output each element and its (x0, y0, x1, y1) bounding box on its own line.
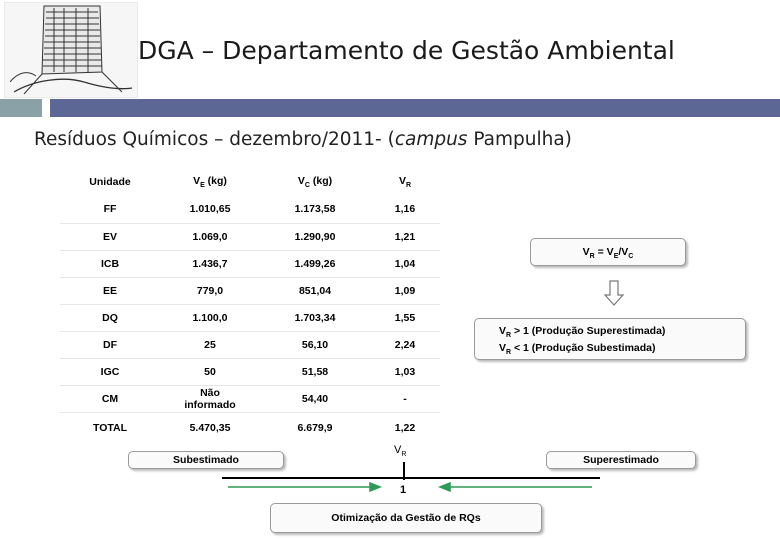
table-cell: 1.100,0 (160, 304, 260, 331)
table-cell: 1,16 (394, 203, 416, 216)
table-row (60, 304, 440, 331)
table-cell: 50 (160, 358, 260, 385)
table-cell: 2,24 (370, 331, 440, 358)
col-header-vr: $V_R$ (398, 174, 412, 190)
table-cell: 1.010,65 (189, 203, 231, 216)
table-cell: EV (60, 223, 160, 250)
table-cell: 1,21 (370, 223, 440, 250)
table-row (60, 223, 440, 250)
table-cell: 1,09 (370, 277, 440, 304)
table-cell: 779,0 (160, 277, 260, 304)
left-arrow-icon (440, 483, 592, 491)
header-accent-bar (0, 99, 42, 117)
table-cell: 51,58 (260, 358, 370, 385)
condition-over: $V_R > 1$ (Produção Superestimada) (499, 325, 666, 340)
table-cell: 25 (160, 331, 260, 358)
col-header-vc: $V_C$ (kg) (297, 174, 333, 190)
scale-center-value: 1 (400, 484, 407, 496)
col-header-ve: $V_E$ (kg) (193, 174, 227, 190)
dga-logo (4, 2, 138, 98)
subtitle-campus: campus (394, 129, 468, 150)
table-cell: EE (60, 277, 160, 304)
table-cell: DF (60, 331, 160, 358)
table-cell: DQ (60, 304, 160, 331)
scale-center-tick (403, 462, 405, 480)
header-bar (50, 99, 780, 117)
table-cell: 1.173,58 (294, 203, 336, 216)
table-cell: Não informado (160, 385, 260, 412)
convergence-arrows (222, 480, 600, 494)
table-row (60, 277, 440, 304)
table-cell: 1.290,90 (260, 223, 370, 250)
conditions-box (474, 318, 746, 360)
table-cell: 54,40 (260, 385, 370, 412)
condition-under: $V_R < 1$ (Produção Subestimada) (499, 342, 656, 357)
table-cell: IGC (60, 358, 160, 385)
residue-table-panel (60, 168, 460, 440)
table-row (60, 196, 440, 223)
table-row (60, 250, 440, 277)
table-header-row (60, 168, 440, 196)
table-cell: 56,10 (260, 331, 370, 358)
table-cell: TOTAL (60, 412, 160, 444)
residue-table (60, 168, 440, 444)
page-title: DGA – Departamento de Gestão Ambiental (138, 36, 675, 65)
table-row (60, 385, 440, 412)
table-cell: 1.703,34 (260, 304, 370, 331)
table-cell: 1,03 (370, 358, 440, 385)
slide-subtitle (34, 129, 572, 150)
table-row (60, 358, 440, 385)
table-cell: - (370, 385, 440, 412)
table-row (60, 412, 440, 444)
subtitle-tail: Pampulha) (467, 129, 572, 150)
subtitle-text: Resíduos Químicos – dezembro/2011- ( (34, 129, 395, 150)
table-cell: 1,55 (370, 304, 440, 331)
table-cell: 1.069,0 (160, 223, 260, 250)
formula-box: $V_R = V_E/V_C$ (530, 238, 686, 266)
down-arrow-icon (604, 280, 624, 306)
optimization-box: Otimização da Gestão de RQs (270, 503, 542, 533)
table-cell: 1,22 (370, 412, 440, 444)
table-cell: FF (103, 203, 117, 216)
scale-axis (222, 477, 600, 479)
right-arrow-icon (228, 483, 380, 491)
table-cell: ICB (60, 250, 160, 277)
vr-scale-label: $V_R$ (394, 444, 407, 459)
table-cell: 1,04 (370, 250, 440, 277)
col-header-unidade: Unidade (89, 176, 131, 188)
table-cell: 1.499,26 (260, 250, 370, 277)
table-row (60, 331, 440, 358)
table-cell: 6.679,9 (260, 412, 370, 444)
subestimado-box: Subestimado (128, 451, 284, 469)
table-cell: 1.436,7 (160, 250, 260, 277)
table-cell: CM (60, 385, 160, 412)
superestimado-box: Superestimado (546, 451, 696, 469)
table-cell: 5.470,35 (160, 412, 260, 444)
table-cell: 851,04 (260, 277, 370, 304)
